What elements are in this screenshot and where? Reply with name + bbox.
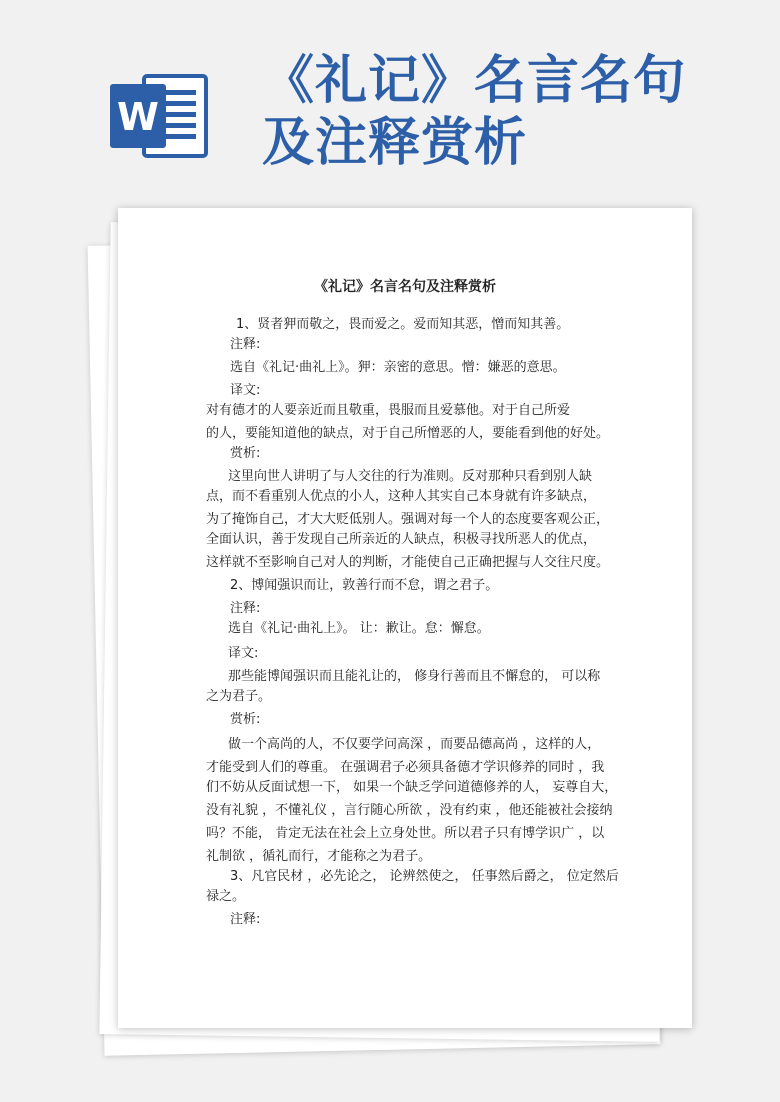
banner-header: [0, 0, 780, 200]
document-line: 3、凡官民材 ，必先论之， 论辨然使之， 任事然后爵之， 位定然后: [230, 869, 619, 884]
title-line-1: 《礼记》名言名句: [262, 50, 687, 111]
document-line: 们不妨从反面试想一下， 如果一个缺乏学问道德修养的人， 妄尊自大，: [206, 780, 618, 795]
document-line: 1、贤者狎而敬之，畏而爱之。爱而知其恶，憎而知其善。: [236, 317, 570, 332]
document-line: 禄之。: [206, 889, 246, 904]
document-line: 那些能博闻强识而且能礼让的， 修身行善而且不懈怠的， 可以称: [228, 669, 601, 684]
document-page: [118, 208, 692, 1028]
word-icon-letter: W: [117, 95, 159, 139]
document-line: 之为君子。: [206, 689, 272, 704]
page-title: [262, 50, 762, 174]
document-line: 全面认识，善于发现自己所亲近的人缺点，积极寻找所恶人的优点，: [206, 532, 597, 547]
word-document-icon: [110, 70, 210, 162]
document-line: 注释:: [230, 601, 261, 616]
document-line: 的人，要能知道他的缺点，对于自己所憎恶的人，要能看到他的好处。: [206, 426, 610, 441]
document-line: 这里向世人讲明了与人交往的行为准则。反对那种只看到别人缺: [228, 469, 593, 484]
document-line: 译文:: [230, 383, 261, 398]
document-line: 这样就不至影响自己对人的判断，才能使自己正确把握与人交往尺度。: [206, 555, 610, 570]
document-line: 没有礼貌 ，不懂礼仪 ，言行随心所欲 ，没有约束 ，他还能被社会接纳: [206, 803, 613, 818]
document-line: 2、博闻强识而让，敦善行而不怠，谓之君子。: [230, 578, 499, 593]
document-title: 《礼记》名言名句及注释赏析: [314, 279, 496, 295]
document-line: 为了掩饰自己，才大大贬低别人。强调对每一个人的态度要客观公正，: [206, 512, 610, 527]
document-line: 译文:: [228, 646, 259, 661]
document-line: 赏析:: [230, 446, 261, 461]
document-line: 选自《礼记·曲礼上》。 让：歉让。怠：懈怠。: [228, 621, 490, 636]
document-line: 才能受到人们的尊重。 在强调君子必须具备德才学识修养的同时 ，我: [206, 760, 605, 775]
document-line: 吗？不能， 肯定无法在社会上立身处世。所以君子只有博学识广 ，以: [206, 826, 605, 841]
document-line: 注释:: [230, 337, 261, 352]
document-line: 做一个高尚的人，不仅要学问高深 ，而要品德高尚 ，这样的人，: [228, 737, 601, 752]
document-line: 礼制欲 ，循礼而行，才能称之为君子。: [206, 849, 432, 864]
document-line: 赏析:: [230, 712, 261, 727]
document-line: 注释:: [230, 912, 261, 927]
title-line-2: 及注释赏析: [262, 112, 528, 173]
document-line: 对有德才的人要亲近而且敬重，畏服而且爱慕他。对于自己所爱: [206, 403, 571, 418]
document-line: 点，而不看重别人优点的小人，这种人其实自己本身就有许多缺点，: [206, 489, 597, 504]
document-line: 选自《礼记·曲礼上》。狎：亲密的意思。憎：嫌恶的意思。: [230, 360, 566, 375]
